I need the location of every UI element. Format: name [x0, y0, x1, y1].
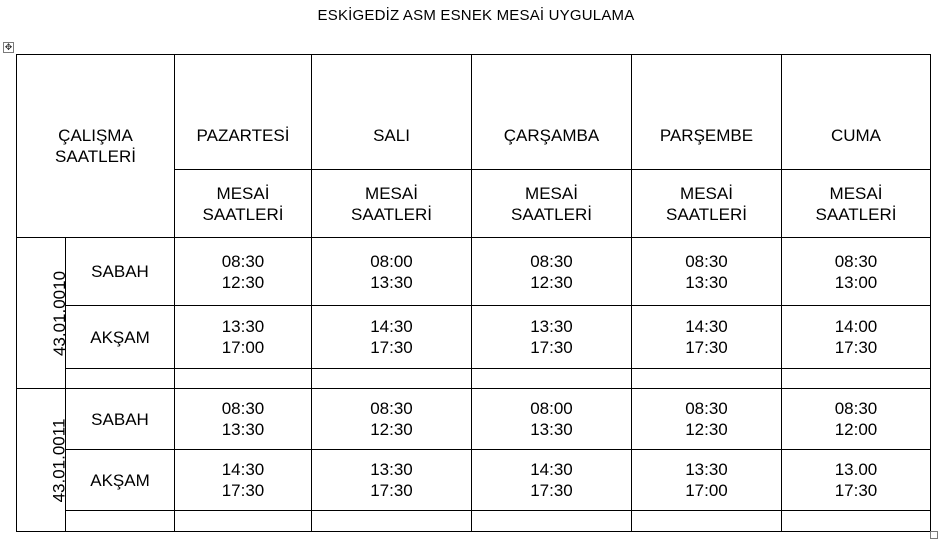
empty-cell: [175, 369, 312, 389]
end-time: 13:30: [685, 272, 728, 292]
day-header-thursday: PARŞEMBE: [632, 55, 782, 170]
time-cell: [312, 450, 472, 511]
start-time: 14:30: [221, 460, 265, 479]
subheader-line1: MESAİ: [525, 183, 578, 203]
start-time: 08:30: [370, 399, 413, 418]
start-time: 13:30: [370, 460, 413, 479]
time-cell: [312, 306, 472, 369]
time-cell: [472, 450, 632, 511]
start-time: 14:30: [370, 317, 413, 336]
document-title: ESKİGEDİZ ASM ESNEK MESAİ UYGULAMA: [317, 7, 635, 24]
subheader-line1: MESAİ: [829, 183, 883, 203]
group-code: 43.01.0010: [50, 270, 70, 356]
end-time: 13:30: [370, 272, 413, 292]
time-cell: [782, 450, 931, 511]
end-time: 17:00: [685, 481, 728, 500]
day-header-monday: PAZARTESİ: [175, 55, 312, 170]
day-header-wednesday: ÇARŞAMBA: [472, 55, 632, 170]
time-cell: [175, 450, 312, 511]
spacer-row: [17, 369, 931, 389]
time-cell: [175, 306, 312, 369]
end-time: 17:30: [370, 481, 413, 500]
empty-cell: [632, 511, 782, 532]
subheader-cell: [472, 170, 632, 238]
empty-cell: [66, 369, 175, 389]
shift-label: SABAH: [66, 389, 175, 450]
empty-cell: [782, 511, 931, 532]
time-cell: [782, 389, 931, 450]
schedule-table: [16, 54, 931, 532]
table-move-handle-icon[interactable]: ✥: [4, 42, 13, 52]
subheader-line1: MESAİ: [365, 183, 418, 203]
subheader-cell: [312, 170, 472, 238]
day-header-tuesday: SALI: [312, 55, 472, 170]
empty-cell: [66, 511, 175, 532]
start-time: 13:30: [221, 317, 265, 336]
subheader-line1: MESAİ: [216, 183, 270, 203]
shift-row: [17, 306, 931, 369]
empty-cell: [175, 511, 312, 532]
end-time: 13:30: [221, 420, 265, 439]
start-time: 14:30: [685, 317, 728, 336]
start-time: 08:00: [370, 251, 413, 271]
empty-cell: [312, 511, 472, 532]
start-time: 13:30: [530, 317, 573, 336]
header-row: [17, 55, 931, 170]
empty-cell: [472, 511, 632, 532]
start-time: 08:30: [530, 251, 573, 271]
time-cell: [632, 238, 782, 306]
start-time: 08:30: [221, 399, 265, 418]
start-time: 08:30: [834, 251, 878, 271]
empty-cell: [472, 369, 632, 389]
shift-label: AKŞAM: [66, 450, 175, 511]
end-time: 17:30: [834, 481, 878, 500]
time-cell: [472, 389, 632, 450]
empty-cell: [632, 369, 782, 389]
start-time: 13:30: [685, 460, 728, 479]
start-time: 14:00: [834, 317, 878, 336]
start-time: 08:30: [221, 251, 265, 271]
subheader-line2: SAATLERİ: [511, 204, 592, 224]
shift-row: [17, 389, 931, 450]
start-time: 14:30: [530, 460, 573, 479]
corner-header-cell: [17, 55, 175, 238]
group-code-cell: [17, 389, 69, 532]
end-time: 12:30: [530, 272, 573, 292]
start-time: 08:00: [530, 399, 573, 418]
end-time: 13:00: [834, 272, 878, 292]
end-time: 17:30: [834, 338, 878, 357]
time-cell: [632, 389, 782, 450]
group-code-cell: [17, 238, 70, 389]
shift-row: [17, 238, 931, 306]
end-time: 12:30: [221, 272, 265, 292]
corner-label-line2: SAATLERİ: [55, 147, 136, 166]
end-time: 13:30: [530, 420, 573, 439]
subheader-line1: MESAİ: [680, 183, 733, 203]
end-time: 12:00: [834, 420, 878, 439]
time-cell: [312, 238, 472, 306]
start-time: 13.00: [834, 460, 878, 479]
subheader-line2: SAATLERİ: [202, 204, 284, 224]
time-cell: [175, 389, 312, 450]
group-code: 43.01.0011: [49, 418, 69, 502]
empty-cell: [312, 369, 472, 389]
table-resize-handle[interactable]: [930, 531, 938, 539]
end-time: 12:30: [370, 420, 413, 439]
time-cell: [782, 238, 931, 306]
shift-label: AKŞAM: [66, 306, 175, 369]
corner-label-line1: ÇALIŞMA: [58, 126, 133, 145]
subheader-line2: SAATLERİ: [351, 204, 432, 224]
shift-label: SABAH: [66, 238, 175, 306]
subheader-line2: SAATLERİ: [815, 204, 897, 224]
end-time: 17:30: [221, 481, 265, 500]
subheader-cell: [782, 170, 931, 238]
time-cell: [472, 306, 632, 369]
time-cell: [175, 238, 312, 306]
start-time: 08:30: [834, 399, 878, 418]
time-cell: [782, 306, 931, 369]
spacer-row: [17, 511, 931, 532]
end-time: 17:30: [530, 338, 573, 357]
subheader-line2: SAATLERİ: [666, 204, 747, 224]
subheader-cell: [175, 170, 312, 238]
shift-row: [17, 450, 931, 511]
time-cell: [632, 450, 782, 511]
end-time: 17:30: [530, 481, 573, 500]
end-time: 17:30: [685, 338, 728, 357]
start-time: 08:30: [685, 251, 728, 271]
day-header-friday: CUMA: [782, 55, 931, 170]
time-cell: [472, 238, 632, 306]
time-cell: [632, 306, 782, 369]
empty-cell: [782, 369, 931, 389]
end-time: 12:30: [685, 420, 728, 439]
end-time: 17:00: [221, 338, 265, 357]
start-time: 08:30: [685, 399, 728, 418]
end-time: 17:30: [370, 338, 413, 357]
time-cell: [312, 389, 472, 450]
subheader-cell: [632, 170, 782, 238]
